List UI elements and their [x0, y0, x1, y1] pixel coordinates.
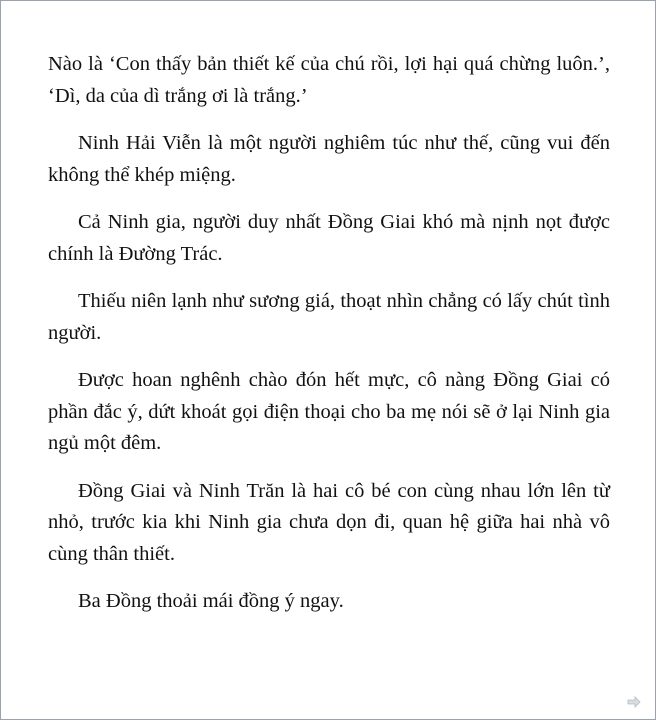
document-body: [48, 49, 610, 634]
paragraph-5: Được hoan nghênh chào đón hết mực, cô nàng Đồng Giai có phần đắc ý, dứt khoát gọi điện thoại cho ba mẹ nói sẽ ở lại Ninh gia ngủ một đêm.: [48, 369, 610, 454]
paragraph-2: Ninh Hải Viễn là một người nghiêm túc như thế, cũng vui đến không thể khép miệng.: [48, 132, 610, 186]
paragraph-7: Ba Đồng thoải mái đồng ý ngay.: [78, 590, 344, 612]
paragraph-3: Cả Ninh gia, người duy nhất Đồng Giai khó mà nịnh nọt được chính là Đường Trác.: [48, 211, 610, 265]
paragraph-1: Nào là ‘Con thấy bản thiết kế của chú rồi, lợi hại quá chừng luôn.’, ‘Dì, da của dì trắng ơi là trắng.’: [48, 53, 610, 107]
paragraph-4: Thiếu niên lạnh như sương giá, thoạt nhìn chẳng có lấy chút tình người.: [48, 290, 610, 344]
page-turn-arrow-icon[interactable]: [627, 695, 641, 707]
paragraph-6: Đồng Giai và Ninh Trăn là hai cô bé con cùng nhau lớn lên từ nhỏ, trước kia khi Ninh gia chưa dọn đi, quan hệ giữa hai nhà vô cùng thân thiết.: [48, 479, 610, 565]
